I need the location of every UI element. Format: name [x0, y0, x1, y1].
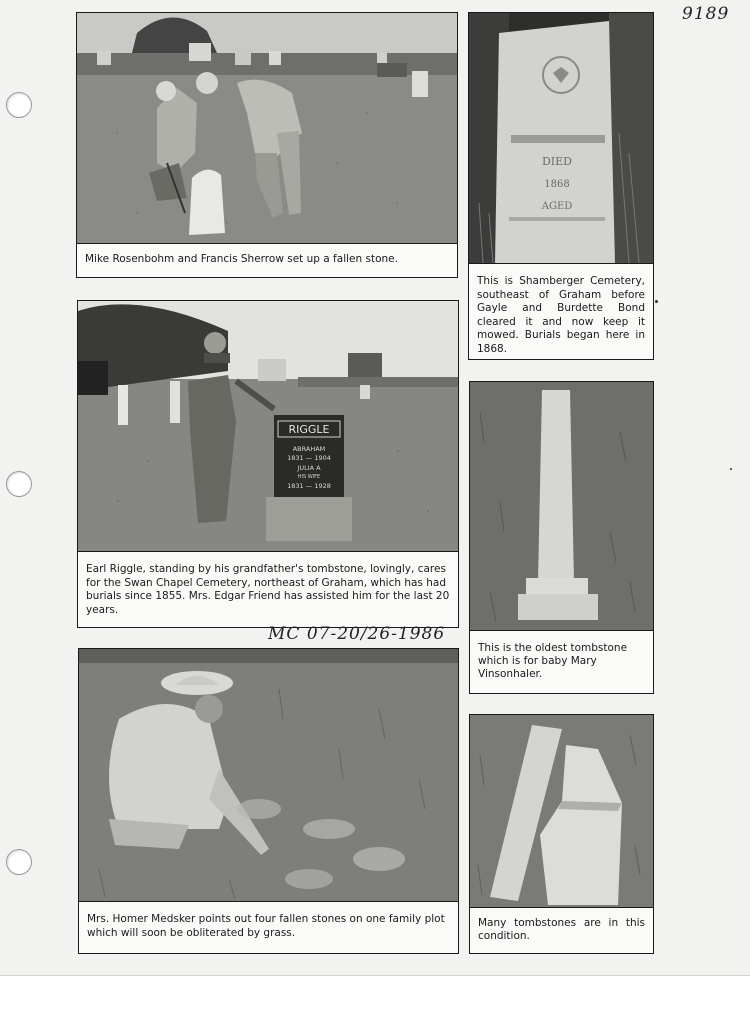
tombstone-line: ABRAHAM — [292, 445, 326, 453]
tombstone-line: 1831 — 1928 — [287, 482, 331, 490]
photo-men-setting-stone — [77, 13, 457, 244]
stone-inscription-died: DIED — [541, 155, 573, 168]
photo-panel-fallen-stones — [78, 648, 459, 954]
photo-caption: Mrs. Homer Medsker points out four fallen stones on one family plot which will soon be obliterated by grass. — [87, 913, 445, 939]
photo-caption: This is the oldest tombstone which is for baby Mary Vinsonhaler. — [478, 642, 628, 680]
photo-caption: Mike Rosenbohm and Francis Sherrow set up a fallen stone. — [85, 253, 398, 265]
punch-hole — [6, 471, 32, 497]
photo-panel-men-setting-stone — [76, 12, 458, 278]
photo-panel-riggle-tombstone — [77, 300, 459, 628]
page-number: 9189 — [682, 4, 730, 24]
tombstone-line: 1831 — 1904 — [287, 454, 331, 462]
photo-oldest-tombstone — [470, 382, 653, 631]
photo-shamberger-stone — [469, 13, 653, 264]
tombstone-line: HIS WIFE — [297, 474, 321, 480]
stone-inscription-aged: AGED — [541, 201, 573, 212]
photo-caption: Many tombstones are in this condition. — [478, 917, 645, 942]
tombstone-name: RIGGLE — [288, 423, 330, 436]
photo-broken-tombstones — [470, 715, 653, 908]
scan-mark — [655, 300, 658, 303]
handwritten-date: MC 07-20/26-1986 — [268, 624, 446, 644]
stone-inscription-year: 1868 — [544, 179, 570, 190]
photo-fallen-stones — [79, 649, 458, 902]
tombstone-line: JULIA A — [297, 464, 321, 472]
photo-riggle-tombstone — [78, 301, 458, 552]
punch-hole — [6, 849, 32, 875]
photo-panel-oldest-tombstone — [469, 381, 654, 694]
photo-panel-broken-tombstones — [469, 714, 654, 954]
photo-panel-shamberger-cemetery — [468, 12, 654, 360]
punch-hole — [6, 92, 32, 118]
photo-caption: This is Shamberger Cemetery, southeast of Graham before Gayle and Burdette Bond cleared it and now keep it mowed. Burials began here in 1868. — [477, 275, 645, 355]
photo-caption: Earl Riggle, standing by his grandfather's tombstone, lovingly, cares for the Swan Chapel Cemetery, northeast of Graham, which has had burials since 1855. Mrs. Edgar Friend has assisted him for the last 20 years. — [86, 563, 450, 616]
scan-mark — [730, 468, 732, 470]
